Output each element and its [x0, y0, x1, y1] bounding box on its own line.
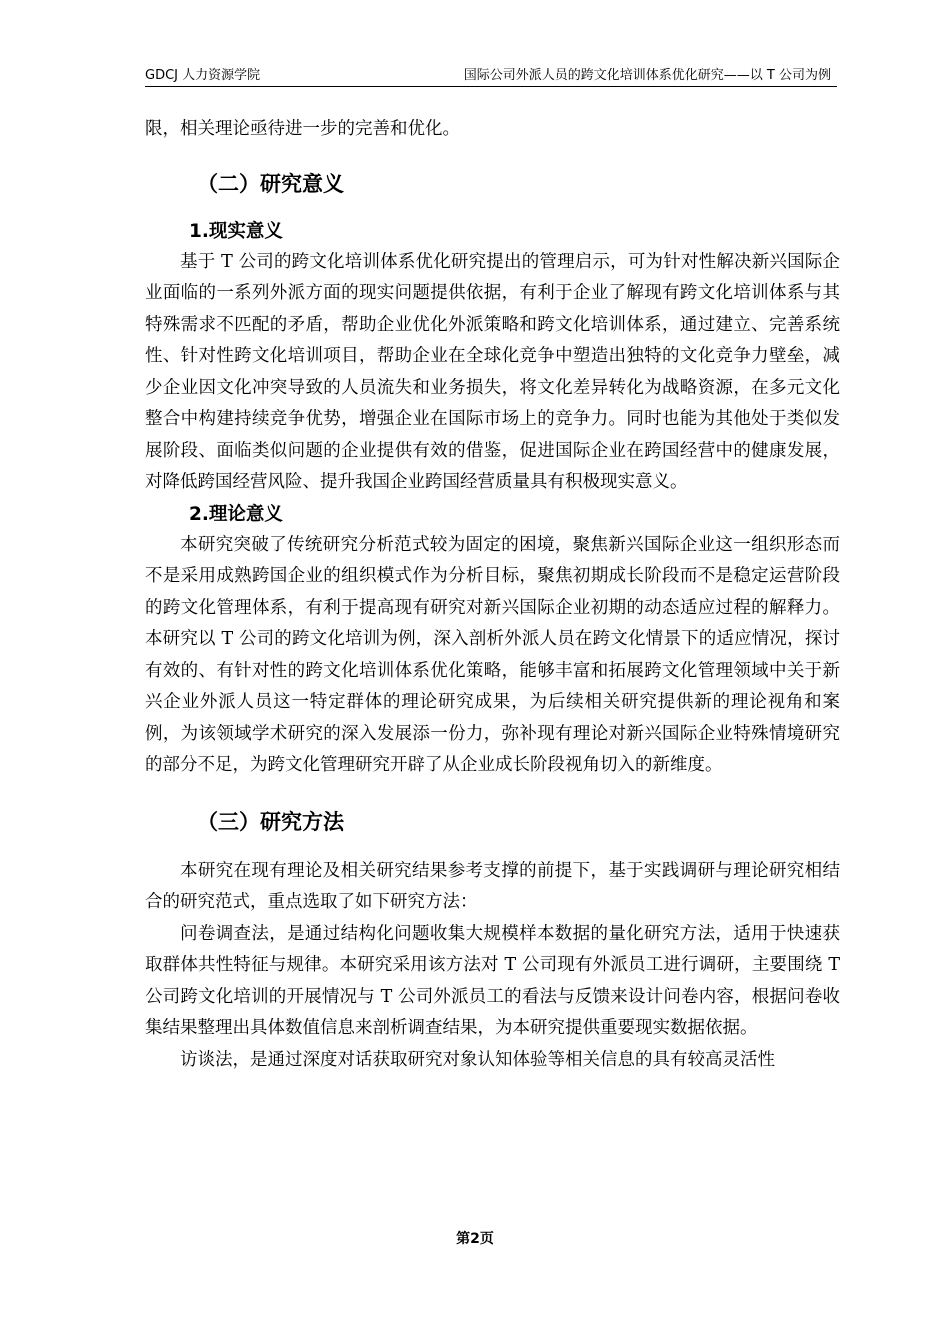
page-number: 第2页: [456, 1231, 494, 1247]
paragraph-theoretical-significance: 本研究突破了传统研究分析范式较为固定的困境，聚焦新兴国际企业这一组织形态而不是采用成熟跨国企业的组织模式作为分析目标，聚焦初期成长阶段而不是稳定运营阶段的跨文化管理体系，有利于提高现有研究对新兴国际企业初期的动态适应过程的解释力。本研究以 T 公司的跨文化培训为例，深入剖析外派人员在跨文化情景下的适应情况，探讨有效的、有针对性的跨文化培训体系优化策略，能够丰富和拓展跨文化管理领域中关于新兴企业外派人员这一特定群体的理论研究成果，为后续相关研究提供新的理论视角和案例，为该领域学术研究的深入发展添一份力，弥补现有理论对新兴国际企业特殊情境研究的部分不足，为跨文化管理研究开辟了从企业成长阶段视角切入的新维度。: [145, 534, 840, 775]
continuation-paragraph: 限，相关理论亟待进一步的完善和优化。: [145, 119, 460, 139]
section-heading-methods: （三）研究方法: [197, 809, 344, 834]
page-content: [145, 114, 840, 1076]
header-paper-title: 国际公司外派人员的跨文化培训体系优化研究——以 T 公司为例: [463, 68, 831, 83]
paragraph-questionnaire-method: 问卷调查法，是通过结构化问题收集大规模样本数据的量化研究方法，适用于快速获取群体共性特征与规律。本研究采用该方法对 T 公司现有外派员工进行调研，主要围绕 T 公司跨文化培训的开展情况与 T 公司外派员工的看法与反馈来设计问卷内容，根据问卷收集结果整理出具体数值信息来剖析调查结果，为本研究提供重要现实数据依据。: [145, 923, 840, 1038]
subsection-heading-theoretical: 2.理论意义: [189, 503, 283, 525]
paragraph-methods-intro: 本研究在现有理论及相关研究结果参考支撑的前提下，基于实践调研与理论研究相结合的研究范式，重点选取了如下研究方法：: [145, 860, 840, 912]
subsection-heading-practical: 1.现实意义: [189, 220, 283, 242]
header-institution: GDCJ 人力资源学院: [145, 68, 261, 83]
paragraph-interview-method: 访谈法，是通过深度对话获取研究对象认知体验等相关信息的具有较高灵活性: [180, 1049, 775, 1070]
paragraph-practical-significance: 基于 T 公司的跨文化培训体系优化研究提出的管理启示，可为针对性解决新兴国际企业面临的一系列外派方面的现实问题提供依据，有利于企业了解现有跨文化培训体系与其特殊需求不匹配的矛盾，帮助企业优化外派策略和跨文化培训体系，通过建立、完善系统性、针对性跨文化培训项目，帮助企业在全球化竞争中塑造出独特的文化竞争力壁垒，减少企业因文化冲突导致的人员流失和业务损失，将文化差异转化为战略资源，在多元文化整合中构建持续竞争优势，增强企业在国际市场上的竞争力。同时也能为其他处于类似发展阶段、面临类似问题的企业提供有效的借鉴，促进国际企业在跨国经营中的健康发展，对降低跨国经营风险、提升我国企业跨国经营质量具有积极现实意义。: [145, 251, 840, 492]
section-heading-significance: （二）研究意义: [197, 171, 344, 196]
page-header: [145, 66, 837, 87]
